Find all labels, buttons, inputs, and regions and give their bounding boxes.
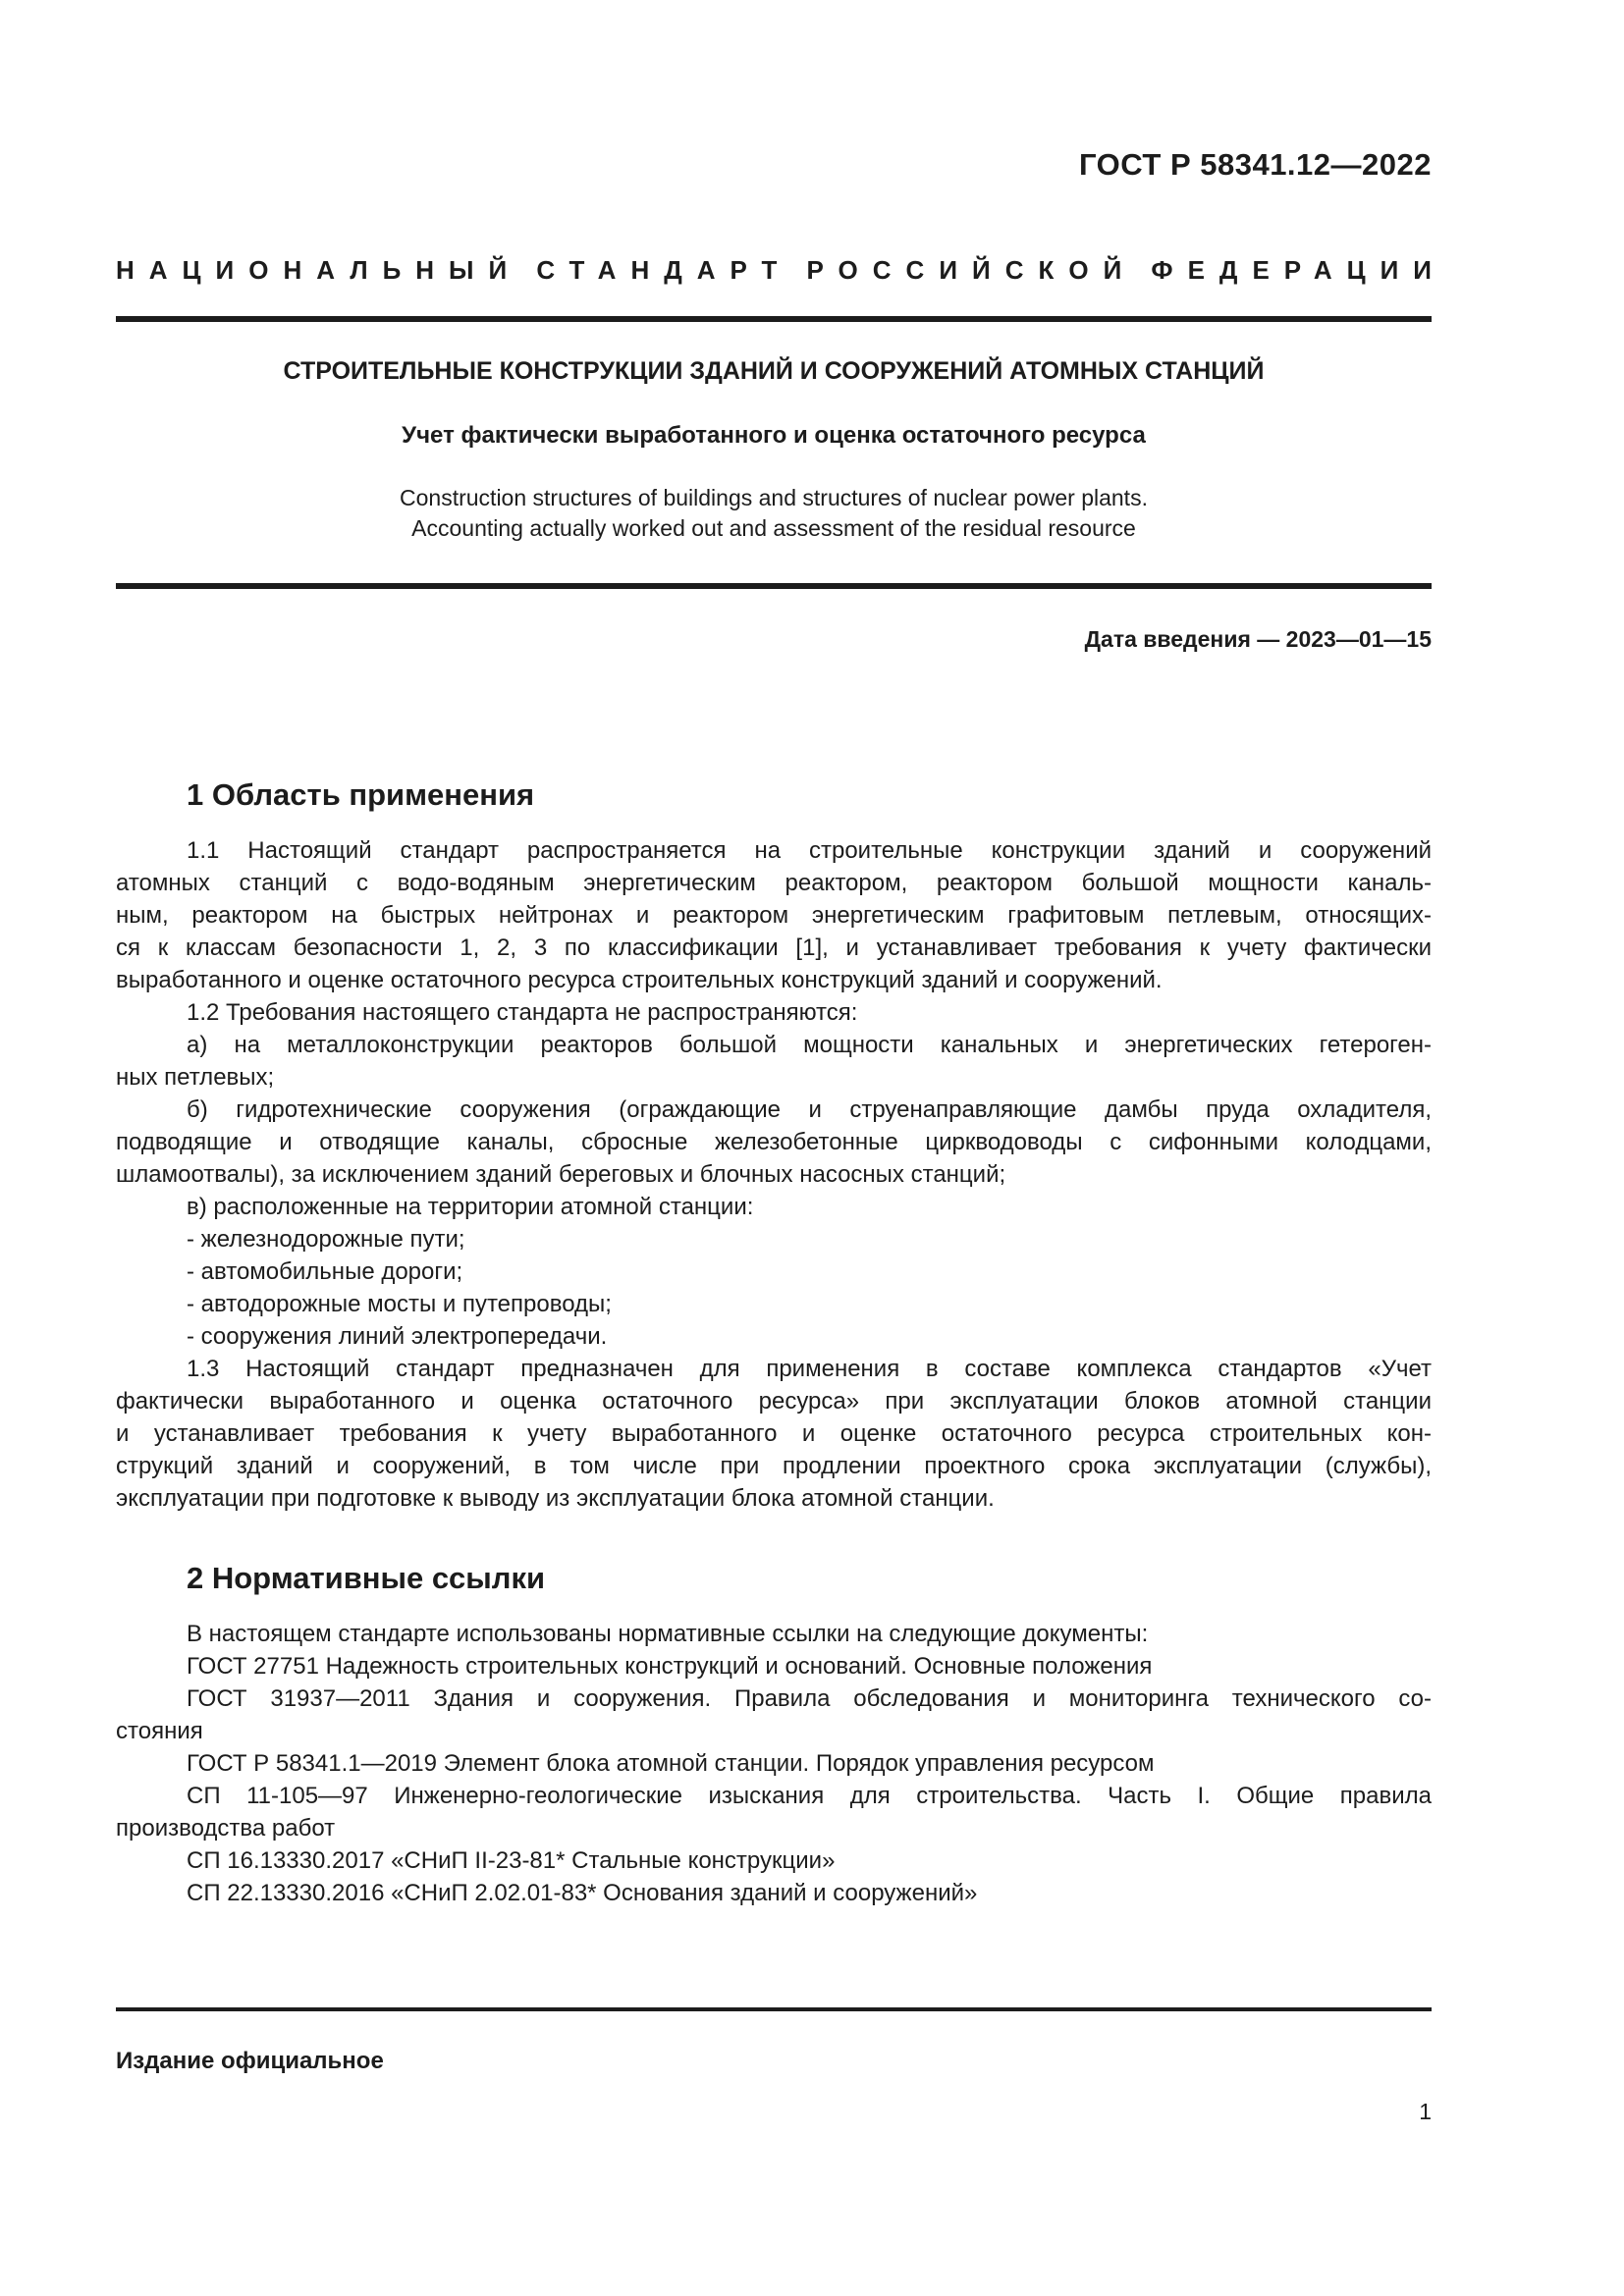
list-item: - автодорожные мосты и путепроводы; [187, 1291, 612, 1317]
banner-word: ФЕДЕРАЦИИ [1151, 255, 1446, 285]
reference-item: ГОСТ Р 58341.1—2019 Элемент блока атомной станции. Порядок управления ресурсом [187, 1750, 1155, 1777]
document-title: СТРОИТЕЛЬНЫЕ КОНСТРУКЦИИ ЗДАНИЙ И СООРУЖЕНИЙ АТОМНЫХ СТАНЦИЙ [283, 357, 1265, 385]
introduction-date: Дата введения — 2023—01—15 [1084, 626, 1432, 652]
top-rule [116, 316, 1432, 322]
document-page [116, 0, 1446, 2296]
text-line: фактически выработанного и оценка остаточного ресурса» при эксплуатации блоков атомной станции [116, 1388, 1432, 1415]
reference-item: СП 22.13330.2016 «СНиП 2.02.01-83* Основания зданий и сооружений» [187, 1880, 978, 1906]
banner-word: НАЦИОНАЛЬНЫЙ [116, 255, 522, 285]
text-line: стояния [116, 1718, 203, 1744]
text-line: шламоотвалы), за исключением зданий береговых и блочных насосных станций; [116, 1161, 1006, 1188]
text-line: ным, реактором на быстрых нейтронах и реактором энергетическим графитовым петлевым, относящих- [116, 902, 1432, 929]
text-line: в) расположенные на территории атомной станции: [187, 1194, 754, 1220]
text-line: подводящие и отводящие каналы, сбросные железобетонные циркводоводы с сифонными колодцами, [116, 1129, 1432, 1155]
list-item: - автомобильные дороги; [187, 1258, 463, 1285]
text-line: ных петлевых; [116, 1064, 275, 1091]
text-line: В настоящем стандарте использованы нормативные ссылки на следующие документы: [187, 1621, 1149, 1647]
text-line: выработанного и оценке остаточного ресурса строительных конструкций зданий и сооружений. [116, 967, 1163, 993]
text-line: струкций зданий и сооружений, в том числе при продлении проектного срока эксплуатации (службы), [116, 1453, 1432, 1479]
section-1-heading: 1 Область применения [187, 777, 535, 812]
text-line: 1.1 Настоящий стандарт распространяется на строительные конструкции зданий и сооружений [187, 837, 1432, 864]
reference-item: ГОСТ 31937—2011 Здания и сооружения. Правила обследования и мониторинга технического со- [187, 1685, 1432, 1712]
page-number: 1 [1419, 2099, 1432, 2124]
reference-item: СП 16.13330.2017 «СНиП II-23-81* Стальные конструкции» [187, 1847, 836, 1874]
section-2-heading: 2 Нормативные ссылки [187, 1561, 546, 1595]
footer-rule [116, 2007, 1432, 2011]
reference-item: СП 11-105—97 Инженерно-геологические изыскания для строительства. Часть I. Общие правила [187, 1783, 1432, 1809]
text-line: атомных станций с водо-водяным энергетическим реактором, реактором большой мощности каналь- [116, 870, 1432, 896]
text-line: а) на металлоконструкции реакторов большой мощности канальных и энергетических гетероген- [187, 1032, 1432, 1058]
reference-item: ГОСТ 27751 Надежность строительных конструкций и оснований. Основные положения [187, 1653, 1153, 1680]
text-line: производства работ [116, 1815, 336, 1842]
text-line: эксплуатации при подготовке к выводу из эксплуатации блока атомной станции. [116, 1485, 995, 1512]
list-item: - сооружения линий электропередачи. [187, 1323, 608, 1350]
english-title-line: Accounting actually worked out and assessment of the residual resource [411, 515, 1136, 541]
section-2-body [116, 1618, 1432, 1909]
text-line: ся к классам безопасности 1, 2, 3 по классификации [1], и устанавливает требования к учету фактически [116, 934, 1432, 961]
text-line: 1.2 Требования настоящего стандарта не распространяются: [187, 999, 858, 1026]
document-subtitle: Учет фактически выработанного и оценка остаточного ресурса [402, 422, 1146, 449]
text-line: и устанавливает требования к учету выработанного и оценке остаточного ресурса строительных кон- [116, 1420, 1432, 1447]
banner-word: РОССИЙСКОЙ [806, 255, 1137, 285]
english-title-line: Construction structures of buildings and structures of nuclear power plants. [400, 485, 1148, 510]
banner-word: СТАНДАРТ [536, 255, 792, 285]
text-line: 1.3 Настоящий стандарт предназначен для применения в составе комплекса стандартов «Учет [187, 1356, 1432, 1382]
official-edition-label: Издание официальное [116, 2048, 384, 2074]
section-1-body [116, 834, 1432, 1515]
gost-number: ГОСТ Р 58341.12—2022 [1079, 147, 1432, 182]
list-item: - железнодорожные пути; [187, 1226, 465, 1253]
national-standard-banner [116, 255, 1446, 286]
title-rule [116, 583, 1432, 589]
text-line: б) гидротехнические сооружения (ограждающие и струенаправляющие дамбы пруда охладителя, [187, 1096, 1432, 1123]
english-title [116, 483, 1432, 544]
